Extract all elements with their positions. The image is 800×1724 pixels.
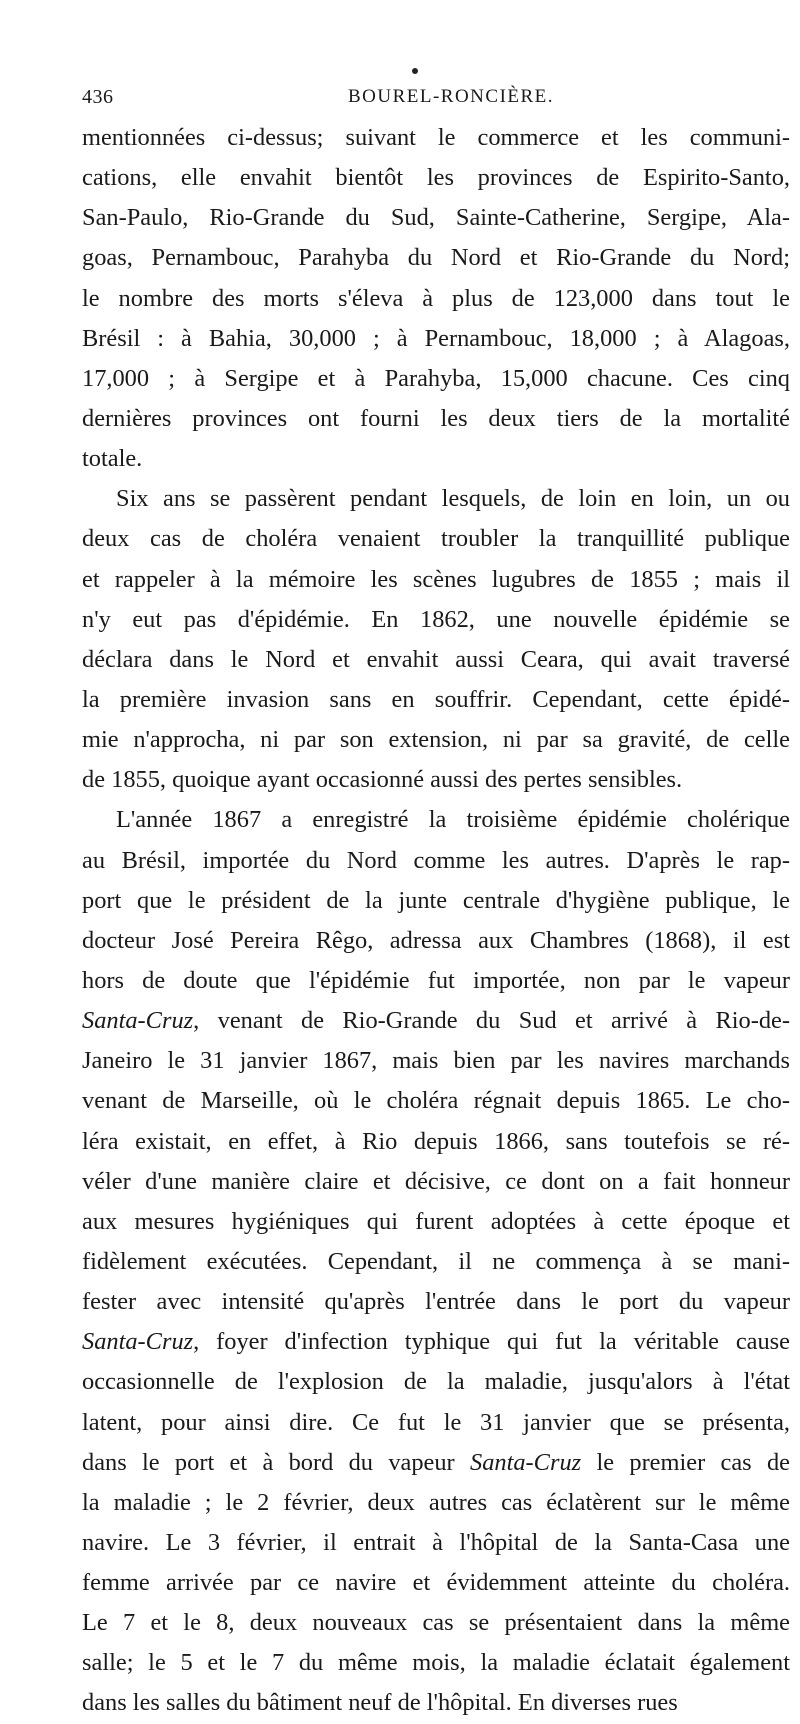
text-line: Le 7 et le 8, deux nouveaux cas se présentaient dans la même xyxy=(82,1609,790,1637)
text-line: deux cas de choléra venaient troubler la tranquillité publique xyxy=(82,525,790,553)
text-line: et rappeler à la mémoire les scènes lugubres de 1855 ; mais il xyxy=(82,565,790,593)
text-line: mie n'approcha, ni par son extension, ni par sa gravité, de celle xyxy=(82,726,790,754)
text-line: déclara dans le Nord et envahit aussi Ceara, qui avait traversé xyxy=(82,645,790,673)
text-run: dans le port et à bord du vapeur xyxy=(82,1448,470,1476)
text-run: , venant de Rio-Grande du Sud et arrivé à Rio-de- xyxy=(193,1007,790,1035)
italic-ship-name: Santa-Cruz xyxy=(82,1007,194,1035)
text-line: dans les salles du bâtiment neuf de l'hôpital. En diverses rues xyxy=(82,1689,678,1717)
text-line: venant de Marseille, où le choléra régnait depuis 1865. Le cho- xyxy=(82,1087,790,1115)
text-line: au Brésil, importée du Nord comme les autres. D'après le rap- xyxy=(82,846,790,874)
text-line xyxy=(82,1443,790,1483)
text-line: Janeiro le 31 janvier 1867, mais bien par les navires marchands xyxy=(82,1047,790,1075)
text-line: Six ans se passèrent pendant lesquels, de loin en loin, un ou xyxy=(116,485,790,513)
text-line: aux mesures hygiéniques qui furent adoptées à cette époque et xyxy=(82,1207,790,1235)
text-line: véler d'une manière claire et décisive, ce dont on a fait honneur xyxy=(82,1167,790,1195)
text-line: n'y eut pas d'épidémie. En 1862, une nouvelle épidémie se xyxy=(82,605,790,633)
text-line: cations, elle envahit bientôt les provinces de Espirito-Santo, xyxy=(82,164,790,192)
running-title: BOUREL-RONCIÈRE. xyxy=(347,86,555,107)
text-line: L'année 1867 a enregistré la troisième épidémie cholérique xyxy=(116,806,790,834)
text-line: fester avec intensité qu'après l'entrée dans le port du vapeur xyxy=(82,1288,790,1316)
italic-ship-name: Santa-Cruz xyxy=(470,1448,582,1476)
text-line xyxy=(82,1001,790,1041)
text-line: 17,000 ; à Sergipe et à Parahyba, 15,000 chacune. Ces cinq xyxy=(82,364,790,392)
running-head xyxy=(82,86,790,116)
text-line: salle; le 5 et le 7 du même mois, la maladie éclatait également xyxy=(82,1649,790,1677)
text-line: navire. Le 3 février, il entrait à l'hôpital de la Santa-Casa une xyxy=(82,1528,790,1556)
text-run: , foyer d'infection typhique qui fut la véritable cause xyxy=(193,1328,790,1356)
text-line xyxy=(82,1322,790,1362)
text-line: dernières provinces ont fourni les deux tiers de la mortalité xyxy=(82,404,790,432)
text-line: latent, pour ainsi dire. Ce fut le 31 janvier que se présenta, xyxy=(82,1408,790,1436)
italic-ship-name: Santa-Cruz xyxy=(82,1328,194,1356)
text-line: occasionnelle de l'explosion de la maladie, jusqu'alors à l'état xyxy=(82,1368,790,1396)
page-number: 436 xyxy=(82,86,114,108)
text-line: la première invasion sans en souffrir. Cependant, cette épidé- xyxy=(82,685,790,713)
text-line: fidèlement exécutées. Cependant, il ne commença à se mani- xyxy=(82,1247,790,1275)
print-speck xyxy=(412,68,418,74)
text-line: docteur José Pereira Rêgo, adressa aux Chambres (1868), il est xyxy=(82,926,790,954)
text-line: léra existait, en effet, à Rio depuis 1866, sans toutefois se ré- xyxy=(82,1127,790,1155)
text-run: le premier cas de xyxy=(581,1448,790,1476)
text-line: le nombre des morts s'éleva à plus de 123,000 dans tout le xyxy=(82,284,790,312)
text-line: Brésil : à Bahia, 30,000 ; à Pernambouc, 18,000 ; à Alagoas, xyxy=(82,324,790,352)
text-line: port que le président de la junte centrale d'hygiène publique, le xyxy=(82,886,790,914)
text-line: San-Paulo, Rio-Grande du Sud, Sainte-Catherine, Sergipe, Ala- xyxy=(82,204,790,232)
text-line: totale. xyxy=(82,445,143,473)
text-line: hors de doute que l'épidémie fut importée, non par le vapeur xyxy=(82,966,790,994)
body-text xyxy=(82,118,790,1724)
text-line: de 1855, quoique ayant occasionné aussi des pertes sensibles. xyxy=(82,766,683,794)
text-line: femme arrivée par ce navire et évidemment atteinte du choléra. xyxy=(82,1569,790,1597)
text-line: mentionnées ci-dessus; suivant le commerce et les communi- xyxy=(82,124,790,151)
text-line: goas, Pernambouc, Parahyba du Nord et Rio-Grande du Nord; xyxy=(82,244,790,272)
text-line: la maladie ; le 2 février, deux autres cas éclatèrent sur le même xyxy=(82,1488,790,1516)
